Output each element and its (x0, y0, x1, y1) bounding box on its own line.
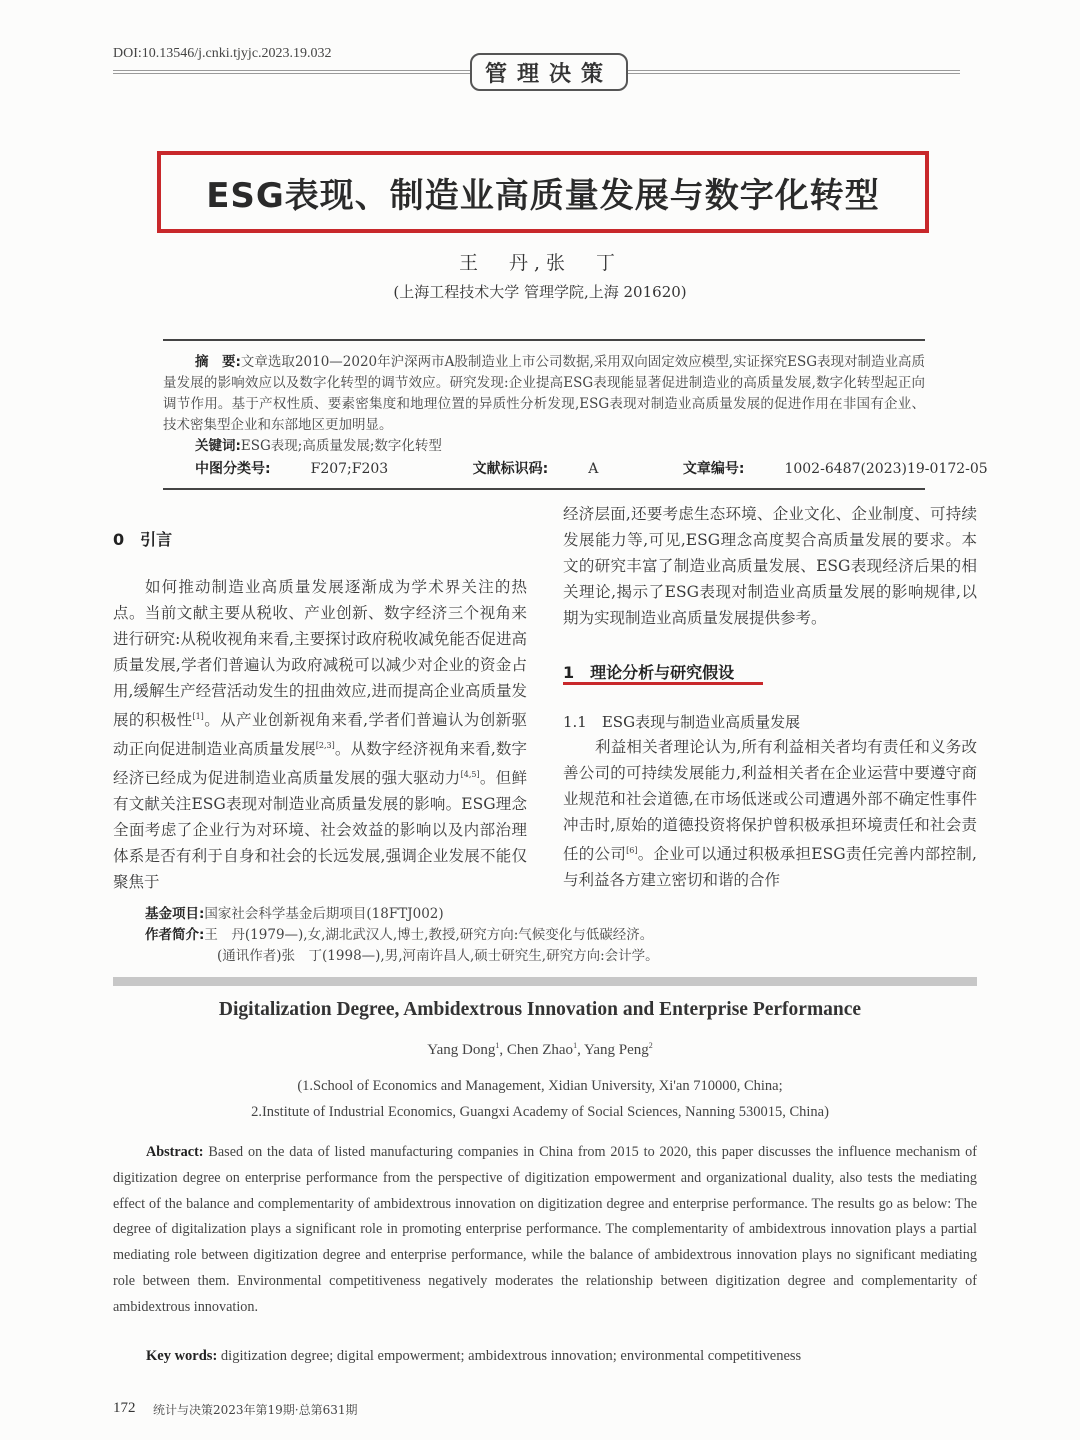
intro-text-4: 。但鲜有文献关注ESG表现对制造业高质量发展的影响。ESG理念全面考虑了企业行为对环境、社会效益的影响以及内部治理体系是否有利于自身和社会的长远发展,强调企业发展不能仅聚焦于 (113, 769, 527, 892)
paper-title: ESG表现、制造业高质量发展与数字化转型 (206, 175, 880, 216)
intro-text-3: 。从数字经济视角来看,数字经济已经成为促进制造业高质量发展的强大驱动力 (113, 740, 527, 788)
bio-label: 作者简介: (145, 927, 205, 943)
doc-code-label: 文献标识码: (472, 461, 549, 477)
section-tag: 管理决策 (470, 53, 628, 91)
citation: [1] (192, 712, 204, 721)
sub11-text-2: 。企业可以通过积极承担ESG责任完善内部控制,与利益各方建立密切和谐的合作 (563, 845, 977, 890)
english-authors (0, 1041, 1080, 1059)
sub11-text-1: 利益相关者理论认为,所有利益相关者均有责任和义务改善公司的可持续发展能力,利益相关者在企业运营中要遵守商业规范和社会道德,在市场低迷或公司遭遇外部不确定性事件冲击时,原始的道德投资将保护曾积极承担环境责任和社会责任的公司 (563, 738, 977, 864)
author-sup: 1 (495, 1041, 500, 1050)
author-3: , Yang Peng (577, 1042, 649, 1058)
classification-row (195, 458, 1068, 478)
abstract-bottom-rule (163, 488, 925, 490)
citation: [2,3] (315, 741, 335, 751)
abstract-zh (163, 352, 925, 457)
english-title: Digitalization Degree, Ambidextrous Innovation and Enterprise Performance (218, 999, 862, 1020)
intro-continued: 经济层面,还要考虑生态环境、企业文化、企业制度、可持续发展能力等,可见,ESG理念高度契合高质量发展的要求。本文的研究丰富了制造业高质量发展、ESG表现经济后果的相关理论,揭示了ESG表现对制造业高质量发展的影响规律,以期为实现制造业高质量发展提供参考。 (563, 505, 977, 627)
bio-1: 王 丹(1979—),女,湖北武汉人,博士,教授,研究方向:气候变化与低碳经济。 (204, 927, 654, 943)
clc: F207;F203 (310, 461, 389, 477)
article-no-label: 文章编号: (682, 461, 745, 477)
article-no: 1002-6487(2023)19-0172-05 (784, 461, 988, 477)
author-1: Yang Dong (427, 1042, 496, 1058)
english-affiliation-2: 2.Institute of Industrial Economics, Guangxi Academy of Social Sciences, Nanning 530015, China) (251, 1104, 829, 1120)
doc-code: A (588, 461, 599, 477)
citation: [4,5] (460, 770, 480, 780)
keywords-label: 关键词: (195, 438, 241, 454)
keywords: ESG表现;高质量发展;数字化转型 (240, 438, 442, 454)
affiliation: (上海工程技术大学 管理学院,上海 201620) (393, 283, 687, 301)
fund-label: 基金项目: (145, 906, 205, 922)
author-sup: 2 (648, 1041, 653, 1050)
authors: 王 丹,张 丁 (458, 252, 622, 274)
author-2: , Chen Zhao (499, 1042, 574, 1058)
section-1-heading: 1 理论分析与研究假设 (563, 663, 735, 682)
abstract-text: 文章选取2010—2020年沪深两市A股制造业上市公司数据,采用双向固定效应模型,实证探究ESG表现对制造业高质量发展的影响效应以及数字化转型的调节效应。研究发现:企业提高ESG表现能显著促进制造业的高质量发展,数字化转型起正向调节作用。基于产权性质、要素密集度和地理位置的异质性分析发现,ESG表现对制造业高质量发展的促进作用在非国有企业、技术密集型企业和东部地区更加明显。 (163, 354, 925, 433)
english-abstract (113, 1140, 977, 1321)
clc-label: 中图分类号: (195, 461, 271, 477)
heading-underline (563, 682, 763, 685)
citation: [6] (626, 846, 638, 855)
section-0-heading: 0 引言 (113, 530, 173, 549)
intro-text-2: 。从产业创新视角来看,学者们普遍认为创新驱动正向促进制造业高质量发展 (113, 711, 527, 759)
abstract-top-rule (163, 339, 925, 341)
journal-info: 统计与决策2023年第19期·总第631期 (153, 1403, 358, 1417)
subsection-1-1-heading: 1.1 ESG表现与制造业高质量发展 (563, 713, 801, 731)
abstract-label: 摘 要: (195, 354, 241, 370)
english-keywords-text: digitization degree; digital empowerment; ambidextrous innovation; environmental competitiveness (220, 1348, 802, 1364)
footnote (145, 904, 659, 967)
english-affiliation-1: (1.School of Economics and Management, Xidian University, Xi'an 710000, China; (297, 1078, 783, 1094)
page-number: 172 (113, 1400, 136, 1416)
english-abstract-label: Abstract: (146, 1144, 204, 1160)
english-abstract-text: Based on the data of listed manufacturing companies in China from 2015 to 2020, this paper discusses the influence mechanism of digitization degree on enterprise performance from the perspective of digitization empowerment and organizational duality, also tests the mediating effect of the balance and complementarity of ambidextrous innovation on digitization degree and enterprise performance. The results go as below: The degree of digitalization plays a significant role in promoting enterprise performance. The complementarity of ambidextrous innovation plays a partial mediating role between digitization degree and enterprise performance, while the balance of ambidextrous innovation plays no significant mediating role between them. Environmental competitiveness negatively moderates the relationship between digitization degree and complementarity of ambidextrous innovation. (113, 1144, 977, 1315)
bio-2: (通讯作者)张 丁(1998—),男,河南许昌人,硕士研究生,研究方向:会计学。 (217, 948, 659, 964)
right-column-top (563, 501, 977, 631)
fund: 国家社会科学基金后期项目(18FTJ002) (204, 906, 444, 922)
english-keywords (146, 1348, 801, 1365)
author-sup: 1 (573, 1041, 578, 1050)
doi: DOI:10.13546/j.cnki.tjyjc.2023.19.032 (113, 46, 332, 61)
intro-text-1: 如何推动制造业高质量发展逐渐成为学术界关注的热点。当前文献主要从税收、产业创新、数字经济三个视角来进行研究:从税收视角来看,主要探讨政府税收减免能否促进高质量发展,学者们普遍认为政府减税可以减少对企业的资金占用,缓解生产经营活动发生的扭曲效应,进而提高企业高质量发展的积极性 (113, 578, 527, 730)
english-keywords-label: Key words: (146, 1348, 218, 1364)
right-column-body (563, 734, 977, 893)
separator-bar (113, 977, 977, 986)
title-box (157, 151, 929, 233)
left-column (113, 574, 527, 895)
